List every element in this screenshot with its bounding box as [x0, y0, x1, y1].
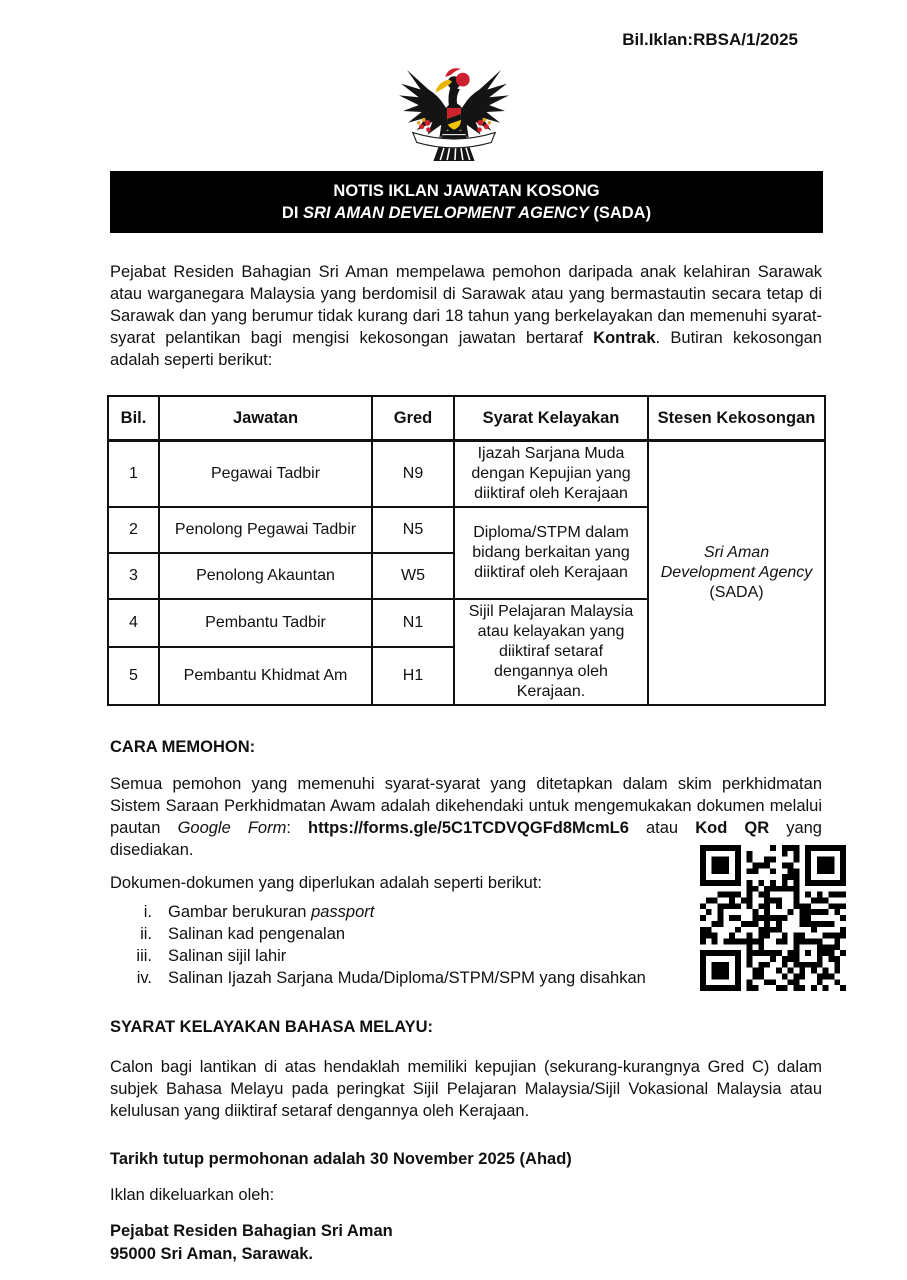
list-item: i. Gambar berukuran passport [143, 902, 375, 921]
cell-jawatan: Pembantu Tadbir [159, 599, 372, 648]
intro-paragraph: Pejabat Residen Bahagian Sri Aman mempelawa pemohon daripada anak kelahiran Sarawak atau warganegara Malaysia yang berdomisil di Sarawak atau yang bermastautin secara tetap di Sarawak dan yang berumur tidak kurang dari 18 tahun yang berkelayakan dan memenuhi syarat-syarat pelantikan bagi mengisi kekosongan jawatan bertaraf Kontrak. Butiran kekosongan adalah seperti berikut: [110, 263, 822, 369]
cell-gred: N1 [372, 599, 454, 648]
col-header-bil: Bil. [108, 396, 159, 440]
table-row [108, 440, 825, 507]
list-item: iii. Salinan sijil lahir [136, 946, 287, 965]
cell-syarat: Ijazah Sarjana Muda dengan Kepujian yang diiktiraf oleh Kerajaan [454, 440, 648, 507]
col-header-jawatan: Jawatan [159, 396, 372, 440]
col-header-gred: Gred [372, 396, 454, 440]
notice-title-banner [110, 171, 823, 233]
cara-paragraph: Semua pemohon yang memenuhi syarat-syarat yang ditetapkan dalam skim perkhidmatan Sistem Saraan Perkhidmatan Awam adalah dikehendaki untuk mengemukakan dokumen melalui pautan Google Form: https://forms.gle/5C1TCDVQGFd8McmL6 atau Kod QR yang disediakan. [110, 774, 822, 859]
cell-jawatan: Penolong Akauntan [159, 553, 372, 599]
col-header-syarat: Syarat Kelayakan [454, 396, 648, 440]
cell-gred: N9 [372, 440, 454, 507]
cell-jawatan: Penolong Pegawai Tadbir [159, 507, 372, 553]
google-form-url: https://forms.gle/5C1TCDVQGFd8McmL6 [308, 818, 629, 837]
cell-bil: 5 [108, 647, 159, 704]
issuer-line1: Pejabat Residen Bahagian Sri Aman [110, 1221, 393, 1240]
cell-bil: 2 [108, 507, 159, 553]
bahasa-paragraph: Calon bagi lantikan di atas hendaklah memiliki kepujian (sekurang-kurangnya Gred C) dalam subjek Bahasa Melayu pada peringkat Sijil Pelajaran Malaysia/Sijil Vokasional Malaysia atau kelulusan yang diiktiraf setaraf dengannya oleh Kerajaan. [110, 1057, 822, 1120]
cell-jawatan: Pegawai Tadbir [159, 440, 372, 507]
issued-by-label: Iklan dikeluarkan oleh: [110, 1185, 275, 1204]
closing-date-line: Tarikh tutup permohonan adalah 30 November 2025 (Ahad) [110, 1149, 572, 1168]
sarawak-crest [0, 62, 907, 164]
vacancy-table [107, 395, 826, 706]
section-heading-bahasa-melayu: SYARAT KELAYAKAN BAHASA MELAYU: [110, 1017, 434, 1036]
section-heading-cara-memohon: CARA MEMOHON: [110, 737, 256, 756]
list-item: iv. Salinan Ijazah Sarjana Muda/Diploma/STPM/SPM yang disahkan [136, 968, 646, 987]
cell-syarat: Diploma/STPM dalam bidang berkaitan yang diiktiraf oleh Kerajaan [454, 507, 648, 599]
col-header-stesen: Stesen Kekosongan [648, 396, 825, 440]
cell-jawatan: Pembantu Khidmat Am [159, 647, 372, 704]
issuer-line2: 95000 Sri Aman, Sarawak. [110, 1244, 314, 1263]
table-header-row [108, 396, 825, 440]
cell-bil: 3 [108, 553, 159, 599]
advert-reference-number: Bil.Iklan:RBSA/1/2025 [622, 30, 798, 49]
cell-bil: 1 [108, 440, 159, 507]
sarawak-crest-icon [395, 62, 513, 164]
cell-gred: N5 [372, 507, 454, 553]
banner-line1: NOTIS IKLAN JAWATAN KOSONG [333, 182, 600, 200]
cell-stesen: Sri Aman Development Agency (SADA) [648, 440, 825, 705]
cell-gred: H1 [372, 647, 454, 704]
cell-syarat: Sijil Pelajaran Malaysia atau kelayakan yang diiktiraf setaraf dengannya oleh Kerajaan. [454, 599, 648, 705]
issuer-address [110, 1220, 822, 1266]
qr-code [700, 845, 846, 991]
banner-line2: DI SRI AMAN DEVELOPMENT AGENCY (SADA) [281, 203, 652, 222]
cell-bil: 4 [108, 599, 159, 648]
cell-gred: W5 [372, 553, 454, 599]
list-item: ii. Salinan kad pengenalan [140, 924, 346, 943]
documents-intro-line: Dokumen-dokumen yang diperlukan adalah seperti berikut: [110, 873, 543, 892]
